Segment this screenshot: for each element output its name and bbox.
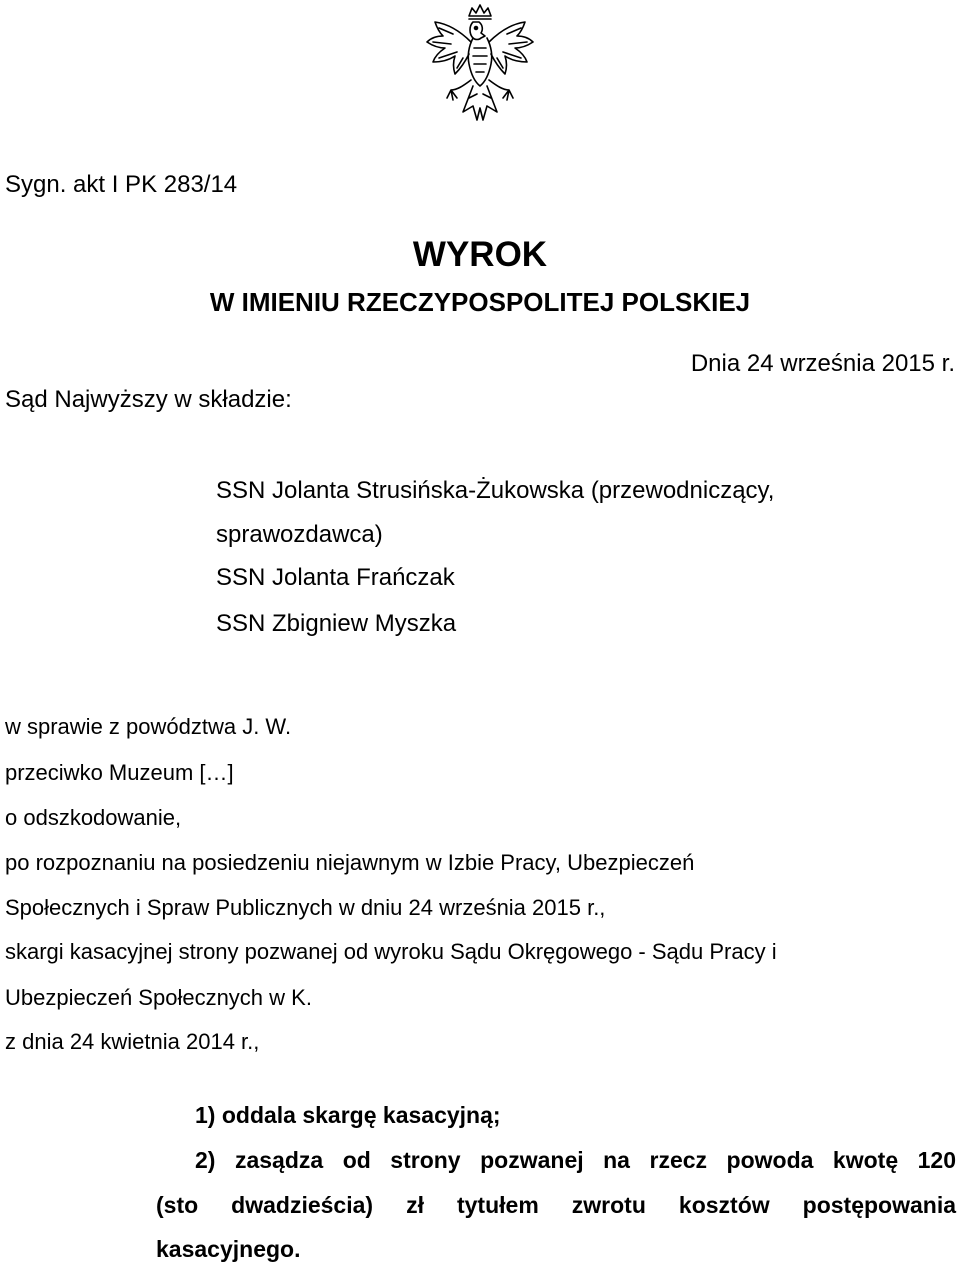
- polish-eagle-emblem-icon: [417, 2, 543, 150]
- document-subtitle: W IMIENIU RZECZYPOSPOLITEJ POLSKIEJ: [209, 287, 751, 317]
- case-detail-line: po rozpoznaniu na posiedzeniu niejawnym w Izbie Pracy, Ubezpieczeń: [5, 850, 695, 875]
- judge-line: sprawozdawca): [216, 521, 383, 548]
- case-detail-line: w sprawie z powództwa J. W.: [5, 714, 292, 739]
- judge-line: SSN Zbigniew Myszka: [216, 610, 457, 637]
- court-composition-label: Sąd Najwyższy w składzie:: [5, 386, 292, 413]
- judge-line: SSN Jolanta Frańczak: [216, 564, 455, 591]
- case-detail-line: Ubezpieczeń Społecznych w K.: [5, 985, 312, 1010]
- ruling-item-2-line-3: kasacyjnego.: [156, 1236, 301, 1262]
- judgment-date: Dnia 24 września 2015 r.: [690, 350, 955, 377]
- case-detail-line: Społecznych i Spraw Publicznych w dniu 24 września 2015 r.,: [5, 895, 606, 920]
- case-detail-line: o odszkodowanie,: [5, 805, 182, 830]
- ruling-item-2-line-2: (sto dwadzieścia) zł tytułem zwrotu kosztów postępowania: [156, 1192, 956, 1218]
- ruling-item-2-line-1: 2) zasądza od strony pozwanej na rzecz powoda kwotę 120: [195, 1147, 956, 1173]
- case-detail-line: przeciwko Muzeum […]: [5, 760, 234, 785]
- judge-line: SSN Jolanta Strusińska-Żukowska (przewodniczący,: [216, 477, 775, 504]
- document-title: WYROK: [412, 235, 548, 274]
- case-number: Sygn. akt I PK 283/14: [5, 171, 238, 198]
- ruling-item-1: 1) oddala skargę kasacyjną;: [195, 1102, 501, 1128]
- case-detail-line: z dnia 24 kwietnia 2014 r.,: [5, 1029, 260, 1054]
- case-detail-line: skargi kasacyjnej strony pozwanej od wyroku Sądu Okręgowego - Sądu Pracy i: [5, 939, 777, 964]
